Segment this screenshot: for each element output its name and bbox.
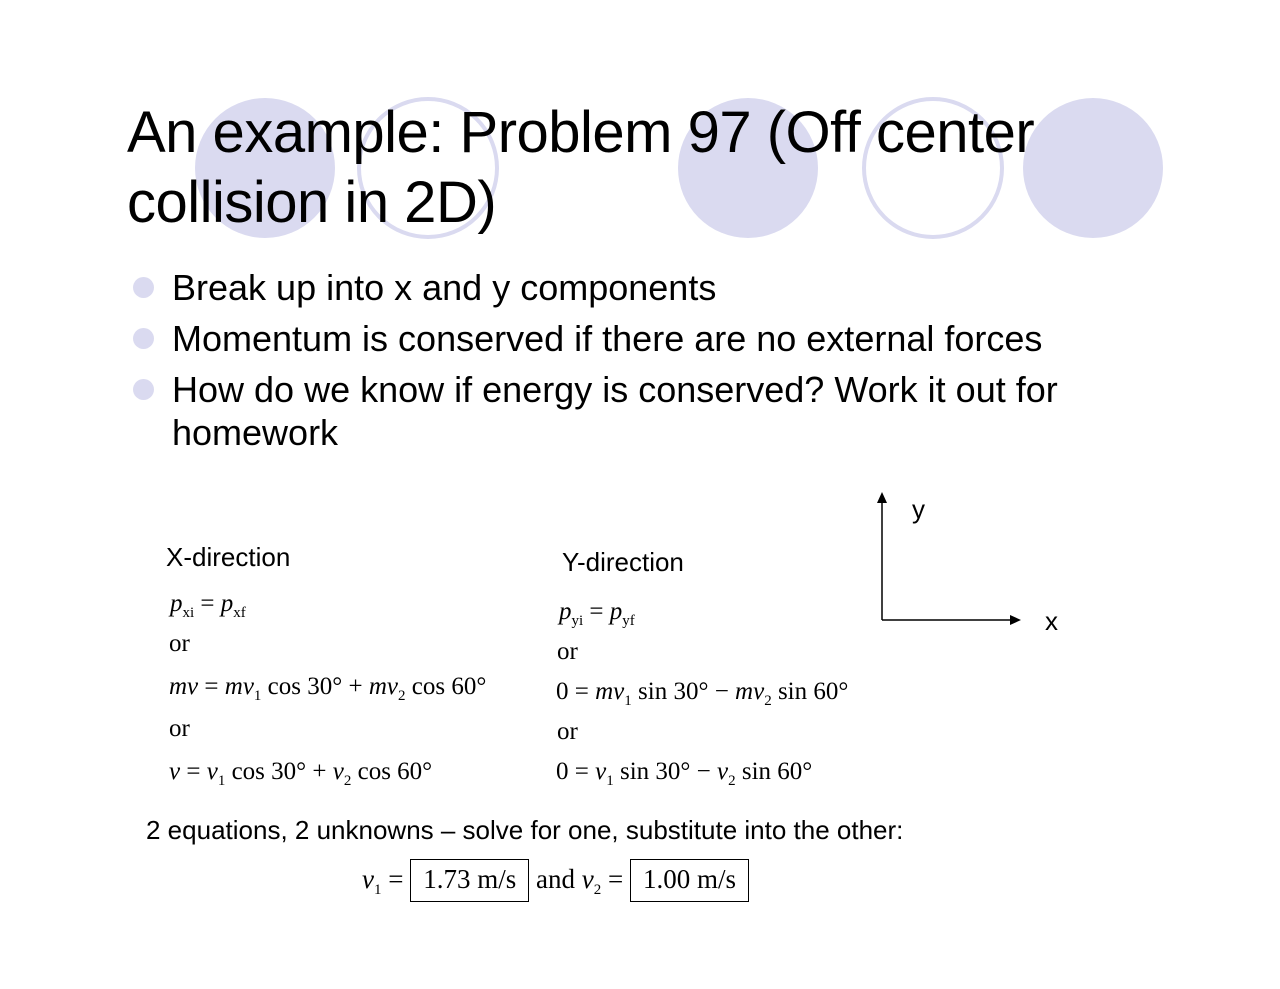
bullet-text: Break up into x and y components xyxy=(172,267,717,308)
x-direction-heading: X-direction xyxy=(166,542,291,572)
summary-text: 2 equations, 2 unknowns – solve for one, substitute into the other: xyxy=(146,815,904,845)
result-line: $v_1 = 1.73$ m/s and $v_2 = 1.00$ m/s xyxy=(362,859,749,902)
x-axis-label: x xyxy=(1045,606,1058,636)
x-eq-simplified: $v = v_1$ $\cos 30^\circ + v_2$ cos 60° xyxy=(169,758,433,789)
v2-result-box: 1.00 m/s xyxy=(630,859,749,902)
y-eq-momentum: $p_{yi} = p_{yf}$ xyxy=(559,598,635,629)
x-eq-expanded: mv = $mv_1$ $\cos 30^\circ + mv_2$ cos 60° xyxy=(169,673,487,704)
bullet-text: Momentum is conserved if there are no external forces xyxy=(172,318,1043,359)
x-or-1: or xyxy=(169,630,190,657)
and-text: and xyxy=(535,864,575,894)
y-axis-label: y xyxy=(912,494,925,524)
x-eq-momentum: $p_{xi} = p_{xf}$ xyxy=(170,590,246,621)
bullet-text: How do we know if energy is conserved? Work it out for homework xyxy=(172,369,1058,453)
y-or-1: or xyxy=(557,638,578,665)
x-axis-arrowhead xyxy=(1010,615,1021,625)
y-direction-heading: Y-direction xyxy=(562,547,684,577)
y-axis-arrowhead xyxy=(877,492,887,503)
y-eq-simplified: $0 = v_1$ $\sin 30^\circ - v_2$ sin 60° xyxy=(556,758,813,789)
slide-title: An example: Problem 97 (Off center collision in 2D) xyxy=(127,100,1035,235)
v1-result-box: 1.73 m/s xyxy=(410,859,529,902)
x-or-2: or xyxy=(169,715,190,742)
y-eq-expanded: $0 = mv_1$ $\sin 30^\circ - mv_2$ sin 60° xyxy=(556,678,849,709)
y-or-2: or xyxy=(557,718,578,745)
